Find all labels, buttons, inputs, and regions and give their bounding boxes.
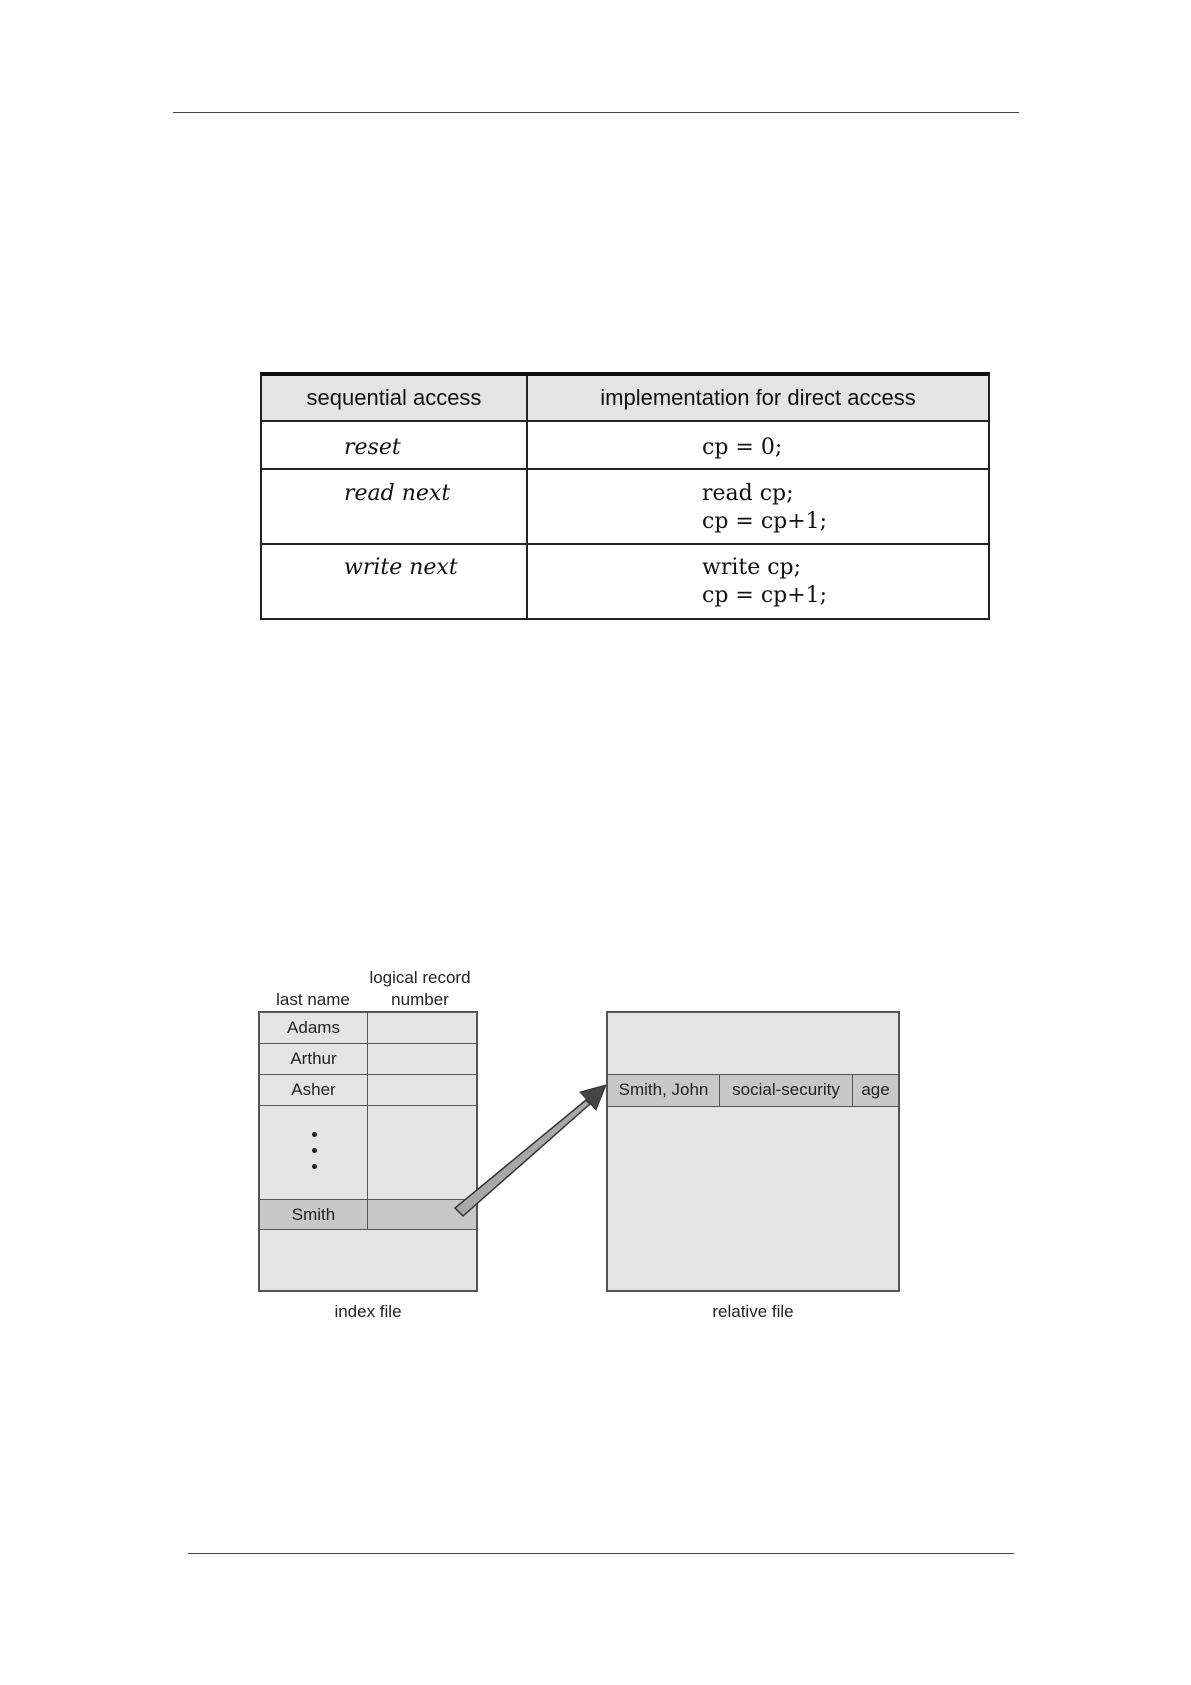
access-methods-table bbox=[260, 372, 990, 620]
index-entry-smith: Smith bbox=[260, 1200, 368, 1229]
table-cell-impl-reset: cp = 0; bbox=[702, 435, 783, 460]
row-divider bbox=[262, 543, 988, 545]
header-sequential-access: sequential access bbox=[306, 385, 482, 410]
record-age-field: age bbox=[861, 1080, 890, 1099]
label-number: number bbox=[391, 990, 449, 1009]
table-cell-op-write-next: write next bbox=[344, 555, 458, 580]
table-cell-impl-read-2: cp = cp+1; bbox=[702, 509, 828, 534]
row-divider bbox=[262, 468, 988, 470]
index-entry-arthur: Arthur bbox=[260, 1044, 368, 1074]
label-last-name: last name bbox=[276, 990, 350, 1009]
table-cell-impl-write-2: cp = cp+1; bbox=[702, 583, 828, 608]
record-ssn-field: social-security bbox=[720, 1075, 853, 1106]
footer-rule bbox=[188, 1553, 1014, 1554]
caption-relative-file: relative file bbox=[712, 1302, 794, 1321]
column-divider bbox=[526, 376, 528, 618]
header-direct-access: implementation for direct access bbox=[600, 385, 916, 410]
index-entry-asher: Asher bbox=[260, 1075, 368, 1105]
table-cell-impl-write-1: write cp; bbox=[702, 555, 802, 580]
pointer-arrow bbox=[250, 950, 910, 1330]
index-entry-adams: Adams bbox=[260, 1013, 368, 1043]
label-logical-record: logical record bbox=[369, 968, 471, 987]
record-name-field: Smith, John bbox=[608, 1075, 720, 1106]
table-cell-op-reset: reset bbox=[344, 435, 401, 460]
index-relative-file-diagram bbox=[250, 950, 910, 1330]
header-rule bbox=[173, 112, 1019, 113]
table-cell-op-read-next: read next bbox=[344, 481, 451, 506]
arrow-shaft bbox=[455, 1100, 590, 1216]
caption-index-file: index file bbox=[334, 1302, 402, 1321]
table-cell-impl-read-1: read cp; bbox=[702, 481, 794, 506]
